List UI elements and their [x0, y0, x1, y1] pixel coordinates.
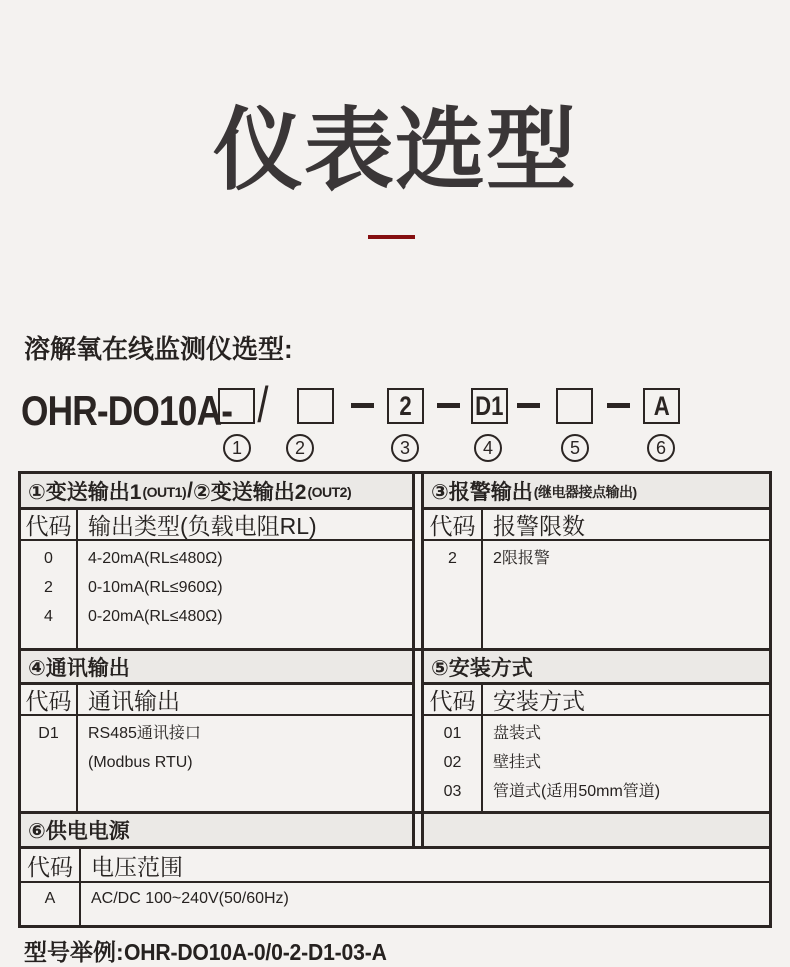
model-slot-value: D1 — [475, 390, 504, 421]
code-column-header: 代码 — [424, 685, 483, 714]
code-column-header: 代码 — [21, 510, 78, 539]
slash-separator: / — [257, 377, 269, 433]
code-cell: A — [44, 890, 56, 907]
model-slot-box-5 — [556, 388, 593, 424]
section-title: ④通讯输出 — [28, 656, 130, 680]
value-cells — [78, 541, 412, 648]
dash-separator — [351, 403, 374, 408]
model-slot-value: A — [653, 390, 670, 421]
section-title-divider: / — [187, 478, 193, 502]
code-cell: 02 — [443, 754, 462, 771]
section-transmit-output — [21, 474, 415, 648]
section-transmit-alarm — [21, 474, 769, 648]
slot-number: 1 — [231, 437, 242, 458]
slot-number: 4 — [482, 437, 493, 458]
model-slot-box-2 — [297, 388, 334, 424]
slot-number-badge-3 — [391, 434, 419, 462]
empty-header-cell — [421, 814, 769, 846]
code-cells — [21, 541, 78, 648]
slot-number-badge-5 — [561, 434, 589, 462]
code-cell: 4 — [44, 608, 53, 625]
value-cell: 2限报警 — [493, 550, 550, 567]
section-header — [21, 651, 412, 685]
model-slot-box-3 — [387, 388, 424, 424]
model-slot-value: 2 — [399, 390, 412, 421]
model-slot-box-4 — [471, 388, 508, 424]
value-cell: RS485通讯接口 — [88, 725, 201, 742]
section-alarm-output — [421, 474, 769, 648]
code-cells — [424, 541, 483, 648]
slot-number-badge-1 — [223, 434, 251, 462]
section-header — [424, 651, 769, 685]
value-column-header: 报警限数 — [493, 513, 585, 539]
slot-number: 2 — [294, 437, 305, 458]
section-mounting-style — [421, 651, 769, 811]
value-column-header: 安装方式 — [493, 688, 585, 714]
slot-number: 3 — [399, 437, 410, 458]
dash-separator — [437, 403, 460, 408]
section-communication-output — [21, 651, 415, 811]
code-cell: 01 — [443, 725, 462, 742]
code-column-header: 代码 — [21, 685, 78, 714]
model-prefix: OHR-DO10A- — [21, 387, 233, 434]
selection-subtitle: 溶解氧在线监测仪选型: — [24, 334, 293, 364]
section-title: ②变送输出2 — [192, 480, 307, 504]
code-column-header: 代码 — [424, 510, 483, 539]
section-title: ③报警输出 — [431, 480, 533, 504]
section-title-paren: (OUT1) — [142, 483, 187, 500]
code-cell: 2 — [44, 579, 53, 596]
section-power-supply — [21, 814, 769, 925]
model-slot-box-6 — [643, 388, 680, 424]
section-header — [424, 474, 769, 510]
code-cells — [21, 883, 81, 925]
slot-number: 6 — [655, 437, 666, 458]
value-column-header: 电压范围 — [91, 853, 183, 880]
code-cell: 0 — [44, 550, 53, 567]
value-cell: 管道式(适用50mm管道) — [493, 783, 661, 800]
code-cells — [424, 716, 483, 811]
value-cell: AC/DC 100~240V(50/60Hz) — [91, 890, 289, 907]
code-column-header: 代码 — [21, 849, 81, 881]
slot-number-badge-2 — [286, 434, 314, 462]
value-cell: 0-20mA(RL≤480Ω) — [88, 608, 223, 625]
model-code-diagram — [0, 0, 790, 470]
model-example — [24, 934, 409, 967]
slot-number-badge-4 — [474, 434, 502, 462]
page-title: 仪表选型 — [213, 101, 577, 201]
section-title: ⑥供电电源 — [28, 820, 130, 843]
code-cells — [21, 716, 78, 811]
section-title-paren: (继电器接点输出) — [533, 483, 637, 500]
example-value: OHR-DO10A-0/0-2-D1-03-A — [123, 939, 387, 965]
code-cell: D1 — [38, 725, 59, 742]
model-slot-box-1 — [218, 388, 255, 424]
section-header — [21, 474, 412, 510]
value-column-header: 通讯输出 — [88, 688, 180, 714]
value-cells — [483, 716, 769, 811]
value-cells — [81, 883, 769, 925]
value-cell: 4-20mA(RL≤480Ω) — [88, 550, 223, 567]
section-title: ⑤安装方式 — [431, 656, 533, 680]
code-cell: 03 — [443, 783, 462, 800]
section-comm-mounting — [21, 651, 769, 811]
value-cell: (Modbus RTU) — [88, 754, 193, 771]
value-cell: 盘装式 — [493, 725, 542, 742]
value-cells — [78, 716, 412, 811]
example-label: 型号举例: — [24, 939, 124, 965]
value-cell: 壁挂式 — [493, 754, 542, 771]
dash-separator — [607, 403, 630, 408]
selection-table — [18, 471, 772, 928]
section-title-paren: (OUT2) — [307, 483, 352, 500]
value-cell: 0-10mA(RL≤960Ω) — [88, 579, 223, 596]
value-cells — [483, 541, 769, 648]
section-title: ①变送输出1 — [28, 480, 142, 504]
slot-number-badge-6 — [647, 434, 675, 462]
value-column-header: 输出类型(负载电阻RL) — [88, 513, 317, 539]
section-header — [21, 814, 412, 846]
dash-separator — [517, 403, 540, 408]
code-cell: 2 — [448, 550, 457, 567]
slot-number: 5 — [569, 437, 580, 458]
